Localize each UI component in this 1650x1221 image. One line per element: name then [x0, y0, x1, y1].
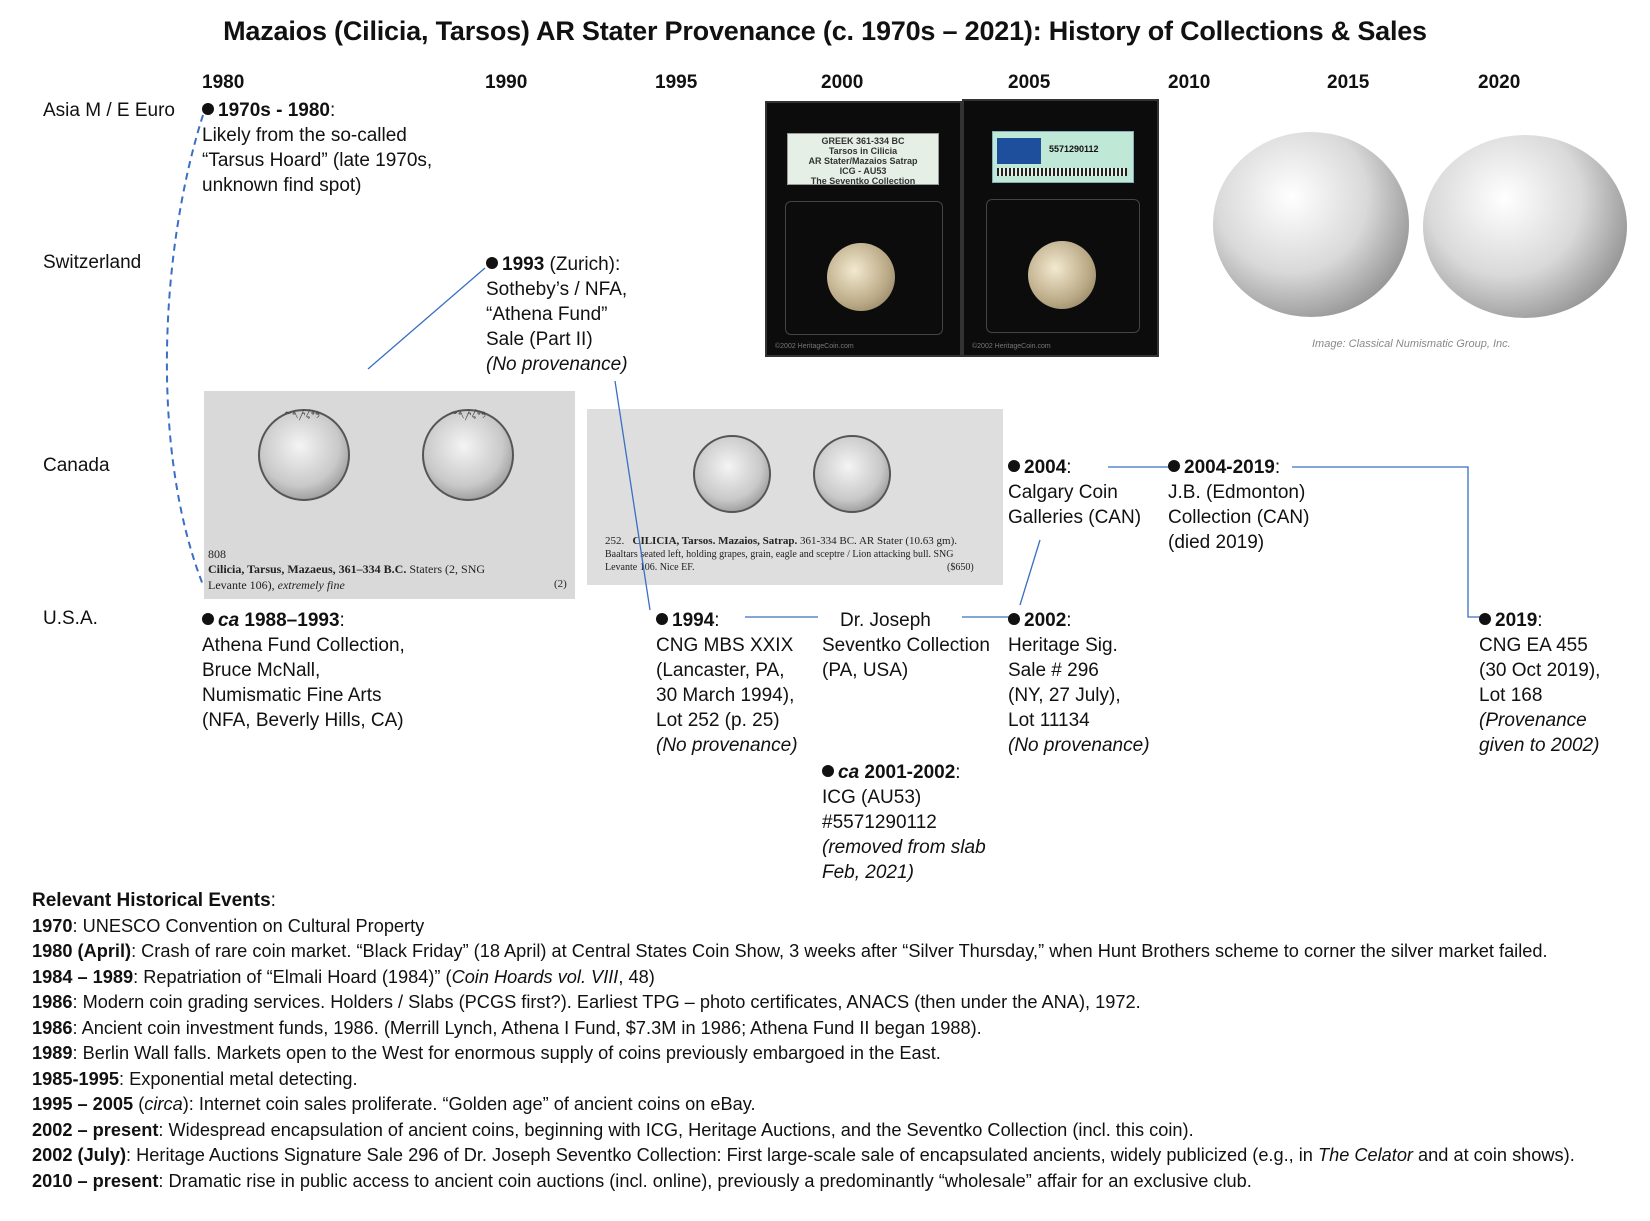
photo-credit: ©2002 HeritageCoin.com	[972, 343, 1051, 350]
event-sep: :	[1066, 457, 1072, 478]
event-text: (NFA, Beverly Hills, CA)	[202, 710, 404, 731]
event-sep: :	[955, 762, 961, 783]
bullet-icon	[1008, 460, 1020, 472]
history-item	[32, 990, 1575, 1016]
history-text: : Modern coin grading services. Holders / Slabs (PCGS first?). Earliest TPG – photo certificates, ANACS (then under the ANA), 1972.	[72, 992, 1141, 1012]
catalog-grade: extremely fine	[277, 578, 345, 592]
catalog-number: 808	[208, 547, 226, 561]
history-date: 1980 (April)	[32, 941, 132, 961]
event-text: J.B. (Edmonton)	[1168, 482, 1306, 503]
event-date: 2004	[1024, 457, 1067, 478]
history-text-italic: circa	[144, 1094, 183, 1114]
history-date: 1985-1995	[32, 1068, 119, 1089]
history-text: , 48)	[618, 966, 655, 987]
slab-label-text: ICG - AU53	[839, 166, 887, 176]
event-text: “Athena Fund”	[486, 304, 608, 325]
catalog-text: CILICIA, Tarsos. Mazaios, Satrap.	[632, 535, 798, 547]
event-text: (NY, 27 July),	[1008, 685, 1121, 706]
event-sep: :	[1066, 610, 1072, 631]
event-2001-2002	[822, 760, 986, 885]
event-note: (removed from slab	[822, 837, 986, 858]
history-text: (	[133, 1094, 145, 1114]
event-text: CNG MBS XXIX	[656, 635, 794, 656]
slab-label-text: GREEK 361-334 BC	[821, 136, 905, 146]
event-note: (No provenance)	[1008, 735, 1150, 756]
event-text: Lot 11134	[1008, 710, 1090, 731]
page-title: Mazaios (Cilicia, Tarsos) AR Stater Provenance (c. 1970s – 2021): History of Collections & Sales	[223, 16, 1427, 46]
history-date: 1984 – 1989	[32, 966, 134, 987]
year-label: 2010	[1168, 72, 1211, 93]
year-label: 2000	[821, 72, 864, 93]
image-credit: Image: Classical Numismatic Group, Inc.	[1312, 338, 1511, 350]
history-text: : Widespread encapsulation of ancient coins, beginning with ICG, Heritage Auctions, and the Seventko Collection (incl. this coin).	[158, 1119, 1194, 1140]
history-text: : Ancient coin investment funds, 1986. (Merrill Lynch, Athena I Fund, $7.3M in 1986; Athena Fund II began 1988).	[72, 1017, 982, 1038]
coin-legend: 𐤁𐤏𐤋𐤕𐤓𐤆	[450, 409, 487, 421]
history-date: 2010 – present	[32, 1170, 159, 1191]
event-text: Seventko Collection	[822, 635, 990, 656]
dashed-connector	[167, 115, 203, 585]
event-text: unknown find spot)	[202, 175, 362, 196]
history-date: 1986	[32, 1017, 73, 1038]
history-list	[32, 914, 1575, 1195]
event-date-ca: ca	[218, 610, 240, 631]
event-sep: :	[330, 100, 336, 121]
bullet-icon	[822, 765, 834, 777]
event-2002	[1008, 608, 1150, 758]
catalog-number: 252.	[605, 535, 625, 547]
history-text: : Berlin Wall falls. Markets open to the West for enormous supply of coins previously embargoed in the East.	[72, 1043, 941, 1063]
history-text: ): Internet coin sales proliferate. “Golden age” of ancient coins on eBay.	[182, 1094, 756, 1114]
history-text: : Repatriation of “Elmali Hoard (1984)” (	[133, 966, 452, 987]
event-note: (No provenance)	[656, 735, 798, 756]
connector	[1020, 540, 1040, 605]
connector	[1292, 467, 1483, 617]
event-2019	[1479, 608, 1600, 758]
region-label: U.S.A.	[43, 608, 98, 629]
catalog-text: Cilicia, Tarsus, Mazaeus, 361–334 B.C.	[208, 562, 407, 576]
history-item	[32, 965, 1575, 991]
year-label: 2005	[1008, 72, 1051, 93]
event-date: 2019	[1495, 610, 1538, 631]
event-sep: (Zurich):	[544, 254, 621, 275]
event-date: 2001-2002	[859, 762, 956, 783]
event-text: CNG EA 455	[1479, 635, 1588, 656]
event-date: 1994	[672, 610, 715, 631]
history-item	[32, 1016, 1575, 1042]
event-1988-1993	[202, 608, 405, 733]
slab-label-text: Tarsos in Cilicia	[828, 146, 898, 156]
slab-label-text: AR Stater/Mazaios Satrap	[808, 156, 918, 166]
region-label: Asia M / E Euro	[43, 100, 175, 121]
historical-events: Relevant Historical Events: 1970: UNESCO Convention on Cultural Property 1980 (April): Crash of rare coin market. “Black Friday” (18 April) at Central States Coin Show, 3 weeks after “Silver Thursday,” when Hunt Brothers scheme to corner the silver market failed. 1984 – 1989: Repatriation of “Elmali Hoard (1984)” (Coin Hoards vol. VIII, 48) 1986: Modern coin grading services. Holders / Slabs (PCGS first?). Earliest TPG – photo certificates, ANACS (then under the ANA), 1972. 1986: Ancient coin investment funds, 1986. (Merrill Lynch, Athena I Fund, $7.3M in 1986; Athena Fund II began 1988). 1989: Berlin Wall falls. Markets open to the West for enormous supply of coins previously embargoed in the East. 1985-1995: Exponential metal detecting. 1995 – 2005 (circa): Internet coin sales proliferate. “Golden age” of ancient coins on eBay. 2002 – present: Widespread encapsulation of ancient coins, beginning with ICG, Heritage Auctions, and the Seventko Collection (incl. this coin). 2002 (July): Heritage Auctions Signature Sale 296 of Dr. Joseph Seventko Collection: First large-scale sale of encapsulated ancients, widely publicized (e.g., in The Celator and at coin shows). 2010 – present: Dramatic rise in public access to ancient coin auctions (incl. online), previously a predominantly “wholesale” affair for an exclusive club.	[32, 888, 1575, 1194]
history-date: 2002 – present	[32, 1119, 159, 1140]
catalog-price: ($650)	[947, 562, 974, 573]
history-heading: Relevant Historical Events	[32, 890, 271, 911]
history-text: : Dramatic rise in public access to ancient coin auctions (incl. online), previously a predominantly “wholesale” affair for an exclusive club.	[158, 1170, 1252, 1191]
event-text: Galleries (CAN)	[1008, 507, 1142, 528]
history-date: 1986	[32, 992, 73, 1012]
history-item	[32, 1092, 1575, 1118]
history-text: : UNESCO Convention on Cultural Property	[72, 915, 425, 936]
connector	[615, 381, 650, 610]
history-date: 1970	[32, 915, 73, 936]
event-note: given to 2002)	[1479, 735, 1600, 756]
event-text: (died 2019)	[1168, 532, 1265, 553]
history-item	[32, 914, 1575, 940]
history-item	[32, 939, 1575, 965]
event-1970s	[202, 98, 432, 198]
event-sep: :	[1274, 457, 1281, 478]
history-text-italic: The Celator	[1317, 1145, 1413, 1165]
catalog-text: Staters (2, SNG	[406, 562, 486, 576]
year-label: 1995	[655, 72, 698, 93]
event-date-ca: ca	[838, 762, 860, 783]
event-text: #5571290112	[822, 812, 937, 833]
event-note: Feb, 2021)	[822, 862, 914, 883]
bullet-icon	[202, 613, 214, 625]
event-text: ICG (AU53)	[822, 787, 922, 808]
event-text: Sale # 296	[1008, 660, 1099, 681]
event-text: Collection (CAN)	[1168, 507, 1310, 528]
event-seventko	[822, 608, 990, 683]
event-text: 30 March 1994),	[656, 685, 795, 706]
event-date: 2004-2019	[1184, 457, 1275, 478]
bullet-icon	[1479, 613, 1491, 625]
history-item	[32, 1143, 1575, 1169]
catalog-text: 361-334 BC. AR Stater (10.63 gm).	[797, 535, 958, 547]
bullet-icon	[202, 103, 214, 115]
event-date: 2002	[1024, 610, 1067, 631]
history-item	[32, 1067, 1575, 1093]
history-text: : Crash of rare coin market. “Black Friday” (18 April) at Central States Coin Show, 3 weeks after “Silver Thursday,” when Hunt Brothers scheme to corner the silver market failed.	[131, 941, 1548, 961]
event-text: Numismatic Fine Arts	[202, 685, 382, 706]
history-text: : Exponential metal detecting.	[118, 1068, 358, 1089]
event-text: “Tarsus Hoard” (late 1970s,	[202, 150, 433, 171]
history-date: 2002 (July)	[32, 1145, 127, 1165]
bullet-icon	[1168, 460, 1180, 472]
year-label: 1980	[202, 72, 245, 93]
event-text: Sotheby’s / NFA,	[486, 279, 628, 300]
region-label: Switzerland	[43, 252, 142, 273]
year-label: 1990	[485, 72, 528, 93]
event-text: Lot 168	[1479, 685, 1543, 706]
event-sep: :	[1537, 610, 1543, 631]
region-label: Canada	[43, 455, 110, 476]
event-date: 1970s - 1980	[218, 100, 330, 121]
history-item	[32, 1118, 1575, 1144]
event-text: (PA, USA)	[822, 660, 909, 681]
connector	[368, 268, 485, 369]
slab-serial: 5571290112	[1049, 144, 1099, 154]
event-note: (No provenance)	[486, 354, 628, 375]
event-note: (Provenance	[1479, 710, 1587, 731]
event-sep: :	[339, 610, 345, 631]
bullet-icon	[486, 257, 498, 269]
catalog-count: (2)	[554, 578, 567, 590]
event-text: Bruce McNall,	[202, 660, 321, 681]
event-text: (30 Oct 2019),	[1479, 660, 1601, 681]
coin-legend: 𐤁𐤏𐤋𐤕𐤓𐤆	[284, 409, 321, 421]
event-text: Likely from the so-called	[202, 125, 407, 146]
event-text: Athena Fund Collection,	[202, 635, 405, 656]
catalog-text: Levante 106),	[208, 578, 278, 592]
event-text: Calgary Coin	[1008, 482, 1118, 503]
history-item	[32, 1041, 1575, 1067]
event-text: Heritage Sig.	[1008, 635, 1118, 656]
year-label: 2015	[1327, 72, 1370, 93]
slab-label-text: The Seventko Collection	[810, 176, 916, 186]
event-sep: :	[714, 610, 720, 631]
history-item	[32, 1169, 1575, 1195]
event-2004	[1008, 455, 1141, 530]
event-1994	[656, 608, 798, 758]
year-label: 2020	[1478, 72, 1521, 93]
bullet-icon	[656, 613, 668, 625]
event-2004-2019	[1168, 455, 1309, 555]
history-text-italic: Coin Hoards vol. VIII	[451, 966, 619, 987]
event-1993	[486, 252, 628, 377]
event-text: Dr. Joseph	[840, 610, 931, 631]
event-date: 1993	[502, 254, 545, 275]
bullet-icon	[1008, 613, 1020, 625]
photo-credit: ©2002 HeritageCoin.com	[775, 343, 854, 350]
history-date: 1995 – 2005	[32, 1094, 134, 1114]
event-text: Lot 252 (p. 25)	[656, 710, 780, 731]
history-date: 1989	[32, 1043, 73, 1063]
event-text: (Lancaster, PA,	[656, 660, 785, 681]
history-text: and at coin shows).	[1413, 1145, 1575, 1165]
event-text: Sale (Part II)	[486, 329, 593, 350]
catalog-text: Levante 106. Nice EF.	[605, 562, 695, 573]
catalog-text: Baaltars seated left, holding grapes, grain, eagle and sceptre / Lion attacking bull. SNG	[605, 549, 954, 560]
history-text: : Heritage Auctions Signature Sale 296 of Dr. Joseph Seventko Collection: First large-scale sale of encapsulated ancients, widely publicized (e.g., in	[126, 1145, 1318, 1165]
event-date: 1988–1993	[239, 610, 340, 631]
